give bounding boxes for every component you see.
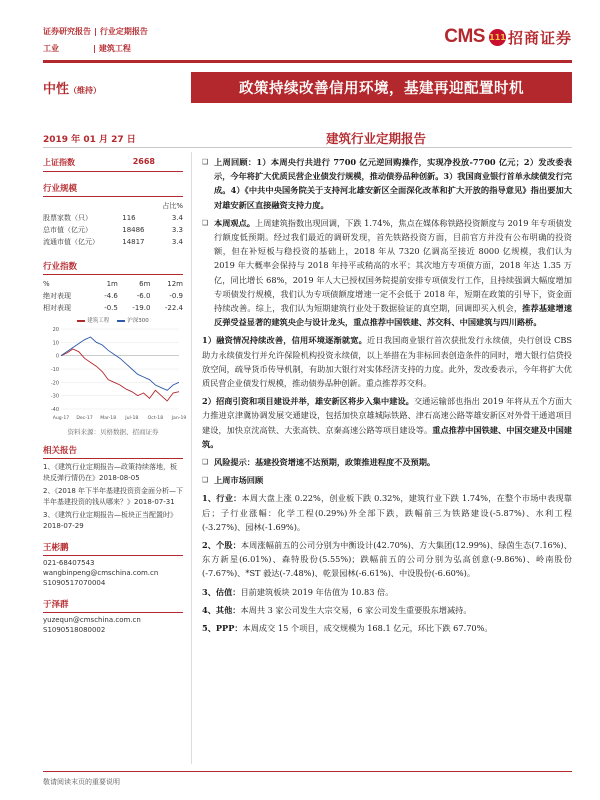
y-tick-label: -20	[50, 380, 59, 387]
index-chart-svg	[43, 325, 187, 421]
m3-title: 3、估值：	[202, 586, 241, 597]
index-value: 2668	[132, 157, 155, 166]
report-category: 证券研究报告	[43, 27, 91, 36]
table-header	[43, 278, 183, 290]
author-name: 于泽群	[43, 598, 183, 613]
rating	[43, 78, 101, 97]
point-1	[202, 333, 572, 390]
bullet-view	[202, 216, 572, 330]
market-item-industry	[202, 491, 572, 534]
risk-text: 基建投资增速不达预期，政策推进程度不及预期。	[254, 457, 436, 468]
market-item-valuation	[202, 585, 572, 599]
chart-source: 资料来源：贝格数据、招商证券	[67, 428, 159, 436]
bullet-market	[202, 473, 572, 487]
perf-cell: -22.4	[164, 304, 183, 312]
perf-header-cell: 6m	[139, 280, 151, 288]
m5-text: 本周成交 15 个项目，成交规模为 168.1 亿元，环比下跌 67.70%。	[242, 623, 493, 634]
point-2-title: 2）招商引资和项目建设并举，雄安新区将步入集中建设。	[202, 396, 414, 407]
perf-title: 行业指数	[43, 260, 183, 275]
m2-title: 2、个股：	[202, 540, 241, 551]
scale-table	[43, 200, 183, 248]
review-text: 1）本周央行共进行 7700 亿元逆回购操作，实现净投放-7700 亿元；2）发改委表示，今年将扩大优质民营企业债发行规模，推动债券品种创新。3）我国商业银行首单永续债发行完成。4）《中共中央国务院关于支持河北雄安新区全面深化改革和扩大开放的指导意见》指出要加大对雄安新区直接融资支持力度。	[214, 157, 572, 210]
table-row	[43, 224, 183, 236]
cms-logo	[444, 24, 572, 50]
perf-cell: -0.5	[104, 304, 118, 312]
table-row	[43, 236, 183, 248]
x-tick-label: Oct-18	[147, 416, 164, 421]
bullet-square-icon: ❑	[202, 158, 209, 166]
column-divider	[191, 152, 192, 764]
bullet-square-icon: ❑	[202, 476, 209, 485]
risk-title: 风险提示：	[214, 457, 255, 468]
author-name: 王彬鹏	[43, 541, 183, 556]
logo-chinese: 招商证券	[507, 28, 572, 47]
m1-title: 1、行业：	[202, 493, 242, 504]
y-tick-label: -40	[50, 407, 59, 413]
legend-item	[117, 316, 149, 324]
x-tick-label: Mar-18	[100, 416, 117, 421]
footer-note: 敬请阅读末页的重要说明	[43, 778, 120, 786]
related-report[interactable]: 2、《2018 年下半年基建投资资金面分析—下半年基建投资的钱从哪来？》2018-07-31	[43, 487, 183, 506]
author-email[interactable]: yuzequn@cmschina.com.cn	[43, 616, 141, 624]
index-label: 上证指数	[43, 158, 75, 167]
legend-label: 建筑工程	[87, 318, 110, 324]
point-1-text: 近日我国商业银行首次获批发行永续债，央行创设 CBS 助力永续债发行并允许保险机构投资永续债，以上举措在为非标回表创造条件的同时，增大银行信贷投放空间，疏导货币传导机制，有助加大银行对实体经济支持的力度。此外，发改委表示，今年将扩大优质民营企业债发行规模，推动债券品种创新。重点推荐苏交科。	[202, 335, 573, 389]
scale-value: 116	[122, 214, 136, 222]
scale-title: 行业规模	[43, 182, 183, 197]
header-tags: 证券研究报告 | 行业定期报告 工业 | 建筑工程	[43, 27, 148, 53]
report-subcategory: 行业定期报告	[99, 27, 148, 36]
chart-legend	[43, 316, 183, 324]
report-type: 建筑行业定期报告	[326, 131, 427, 146]
perf-cell: -0.9	[169, 292, 183, 300]
report-date: 2019 年 01 月 27 日	[43, 135, 136, 145]
sidebar	[43, 152, 187, 635]
scale-header: 占比%	[162, 202, 183, 210]
index-row	[43, 152, 183, 172]
x-tick-label: Jan-19	[171, 416, 187, 421]
y-tick-label: -30	[50, 393, 59, 400]
header-divider	[43, 60, 572, 63]
market-item-stocks	[202, 538, 572, 581]
related-report[interactable]: 3、《建筑行业定期报告—板块正当配置时》2018-07-29	[43, 511, 177, 530]
rating-sub: （维持）	[69, 86, 102, 95]
main-content	[202, 155, 572, 639]
m2-text: 本周涨幅前五的公司分别为中衡设计(42.70%)、方大集团(12.99%)、绿茵生态(7.16%)、东方新星(6.01%)、森特股份(5.55%)；跌幅前五的公司分别为弘高创意(-9.86%)、岭南股份(-7.67%)、*ST 毅达(-7.48%)、乾景园林(-6.61%)、中设股份(-6.60%)。	[202, 540, 572, 579]
table-row	[43, 212, 183, 224]
date-divider	[43, 147, 572, 148]
m3-text: 目前建筑板块 2019 年估值为 10.83 倍。	[240, 586, 394, 597]
point-2-text: 交通运输部也指出 2019 年将从五个方面大力推进京津冀协调发展交通建设，包括加快京雄城际铁路、津石高速公路等雄安新区对外骨干通道项目建设，加快京沈高铁、大张高铁、京秦高速公路等项目建设等。	[202, 396, 572, 435]
y-tick-label: 10	[52, 340, 59, 347]
y-tick-label: -10	[50, 367, 59, 373]
scale-value: 18486	[122, 226, 145, 234]
m1-text: 本周大盘上涨 0.22%，创业板下跌 0.32%，建筑行业下跌 1.74%，在整个市场中表现靠后；子行业涨幅：化学工程(0.29%)外全部下跌，跌幅前三为铁路建设(-5.87%)、水利工程(-3.27%)、园林(-1.69%)。	[202, 493, 572, 532]
y-tick-label: 0	[55, 353, 59, 360]
scale-pct: 3.3	[171, 226, 183, 234]
table-row	[43, 290, 183, 302]
m4-text: 本周共 3 家公司发生大宗交易，6 家公司发生重要股东增减持。	[240, 604, 472, 615]
bullet-review	[202, 155, 572, 212]
point-2-emphasis: 重点推荐中国铁建、中国交建及中国建筑。	[202, 424, 572, 449]
m5-title: 5、PPP：	[202, 623, 243, 634]
bullet-square-icon: ❑	[202, 218, 209, 227]
industry-label: 建筑工程	[98, 44, 131, 53]
perf-label: 相对表现	[43, 304, 71, 312]
report-title: 政策持续改善信用环境，基建再迎配置时机	[191, 72, 572, 103]
perf-label: 绝对表现	[43, 292, 71, 300]
legend-item	[77, 316, 109, 324]
review-title: 上周回顾：	[214, 157, 257, 167]
author-email[interactable]: wangbinpeng@cmschina.com.cn	[43, 569, 159, 577]
perf-header-cell: 1m	[106, 280, 118, 288]
x-tick-label: Dec-17	[76, 416, 93, 421]
scale-pct: 3.4	[171, 238, 183, 246]
author-cert: S1090517070004	[43, 579, 106, 587]
scale-label: 流通市值（亿元）	[43, 238, 99, 246]
bullet-risk	[202, 455, 572, 469]
market-item-ppp	[202, 621, 572, 635]
scale-value: 14817	[122, 238, 145, 246]
market-item-other	[202, 603, 572, 617]
perf-header-cell: 12m	[167, 280, 183, 288]
scale-pct: 3.4	[171, 214, 183, 222]
point-2	[202, 394, 572, 451]
sector-label: 工业	[43, 44, 59, 53]
x-tick-label: Jul-18	[125, 416, 139, 421]
view-emphasis: 推荐基建增速反弹受益显著的建筑央企与设计龙头，重点推荐中国铁建、苏交科、中国建筑与四川路桥。	[214, 303, 572, 328]
logo-badge-icon: 111	[489, 29, 506, 46]
author-phone: 021-68407543	[43, 559, 95, 567]
table-row	[43, 302, 183, 314]
view-text: 上周建筑指数出现回调，下跌 1.74%，焦点在媒体称铁路投资额度与 2019 年专项债发行额度低预期。经过我们最近的调研发现，首先铁路投资方面，目前官方并没有公布明确的投资额，但在补短板与稳投资的基础上，2018 年从 7320 亿调高至接近 8000 亿规模，我们认为 2019 年大概率会保持与 2018 年持平或稍高的水平；其次地方专项债方面，2018 年达 1.35 万亿，同比增长 68%，2019 年人大已授权国务院提前安排专项债发行工作，且持续强调大幅度增加专项债发行规模，我们认为专项债额度增速一定不会低于 2018 年，短期在政策的引导下，资金面持续改善。综上，我们认为短期建筑行业处于数据验证的真空期，回调即买入机会，	[214, 217, 572, 314]
perf-cell: -19.0	[132, 304, 151, 312]
point-1-title: 1）融资情况持续改善，信用环境逐渐就宽。	[202, 335, 368, 346]
rating-main: 中性	[43, 82, 70, 97]
perf-cell: -4.6	[104, 292, 118, 300]
logo-latin: CMS	[444, 26, 485, 47]
related-title: 相关报告	[43, 444, 183, 459]
author-cert: S1090518080002	[43, 626, 106, 634]
series-line-construction	[61, 349, 179, 401]
scale-label: 总市值（亿元）	[43, 226, 92, 234]
legend-label: 沪深300	[127, 318, 149, 324]
x-tick-label: Aug-17	[52, 416, 70, 421]
perf-table	[43, 278, 183, 314]
y-tick-label: 20	[52, 327, 59, 333]
footer-divider	[43, 771, 572, 772]
perf-cell: -6.0	[136, 292, 151, 300]
bullet-square-icon: ❑	[202, 458, 209, 467]
m4-title: 4、其他：	[202, 604, 241, 615]
scale-label: 股票家数（只）	[43, 214, 92, 222]
view-title: 本周观点。	[214, 217, 255, 228]
related-report[interactable]: 1、《建筑行业定期报告—政策持续落地，板块反弹行情仍在》2018-08-05	[43, 463, 177, 482]
index-chart	[43, 325, 187, 421]
market-title: 上周市场回顾	[214, 475, 264, 486]
perf-header-cell: %	[43, 280, 50, 288]
